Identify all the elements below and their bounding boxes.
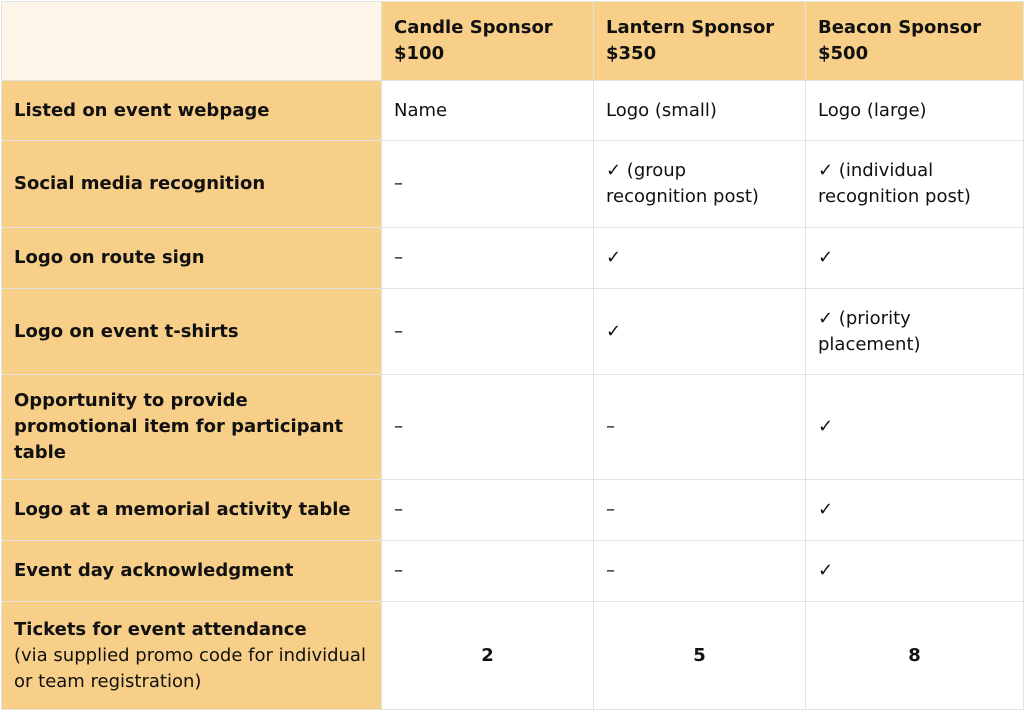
row-sublabel: (via supplied promo code for individual or team registration) — [14, 644, 366, 692]
cell-candle: – — [382, 289, 594, 375]
tier-price: $350 — [606, 43, 657, 64]
table-row — [2, 228, 1024, 289]
tier-name: Candle Sponsor — [394, 17, 553, 38]
cell-lantern: ✓ (group recognition post) — [594, 141, 806, 228]
row-label-tickets — [2, 602, 382, 710]
row-label: Opportunity to provide promotional item for participant table — [2, 375, 382, 480]
sponsorship-tiers-table — [1, 1, 1024, 710]
cell-beacon: ✓ — [806, 375, 1024, 480]
header-row — [2, 2, 1024, 81]
cell-lantern: ✓ — [594, 289, 806, 375]
table-row — [2, 289, 1024, 375]
tier-header-lantern — [594, 2, 806, 81]
table-row — [2, 541, 1024, 602]
corner-cell — [2, 2, 382, 81]
tier-name: Lantern Sponsor — [606, 17, 775, 38]
cell-candle: – — [382, 375, 594, 480]
tier-price: $100 — [394, 43, 445, 64]
row-label: Event day acknowledgment — [2, 541, 382, 602]
table-row — [2, 602, 1024, 710]
tier-header-beacon — [806, 2, 1024, 81]
cell-beacon: ✓ (priority placement) — [806, 289, 1024, 375]
cell-beacon: ✓ — [806, 480, 1024, 541]
row-label: Social media recognition — [2, 141, 382, 228]
cell-lantern: – — [594, 375, 806, 480]
cell-beacon: ✓ — [806, 541, 1024, 602]
cell-lantern: Logo (small) — [594, 81, 806, 141]
cell-beacon: ✓ (individual recognition post) — [806, 141, 1024, 228]
cell-candle: – — [382, 541, 594, 602]
cell-beacon: ✓ — [806, 228, 1024, 289]
row-label: Logo on event t-shirts — [2, 289, 382, 375]
table-row — [2, 480, 1024, 541]
cell-lantern: ✓ — [594, 228, 806, 289]
table-row — [2, 81, 1024, 141]
row-label: Tickets for event attendance — [14, 618, 307, 640]
tier-name: Beacon Sponsor — [818, 17, 982, 38]
cell-lantern: – — [594, 480, 806, 541]
cell-beacon: 8 — [806, 602, 1024, 710]
row-label: Listed on event webpage — [2, 81, 382, 141]
table-row — [2, 141, 1024, 228]
cell-candle: 2 — [382, 602, 594, 710]
cell-beacon: Logo (large) — [806, 81, 1024, 141]
cell-lantern: – — [594, 541, 806, 602]
cell-lantern: 5 — [594, 602, 806, 710]
row-label: Logo at a memorial activity table — [2, 480, 382, 541]
row-label: Logo on route sign — [2, 228, 382, 289]
cell-candle: Name — [382, 81, 594, 141]
tier-price: $500 — [818, 43, 869, 64]
cell-candle: – — [382, 141, 594, 228]
cell-candle: – — [382, 228, 594, 289]
table-row — [2, 375, 1024, 480]
tier-header-candle — [382, 2, 594, 81]
cell-candle: – — [382, 480, 594, 541]
